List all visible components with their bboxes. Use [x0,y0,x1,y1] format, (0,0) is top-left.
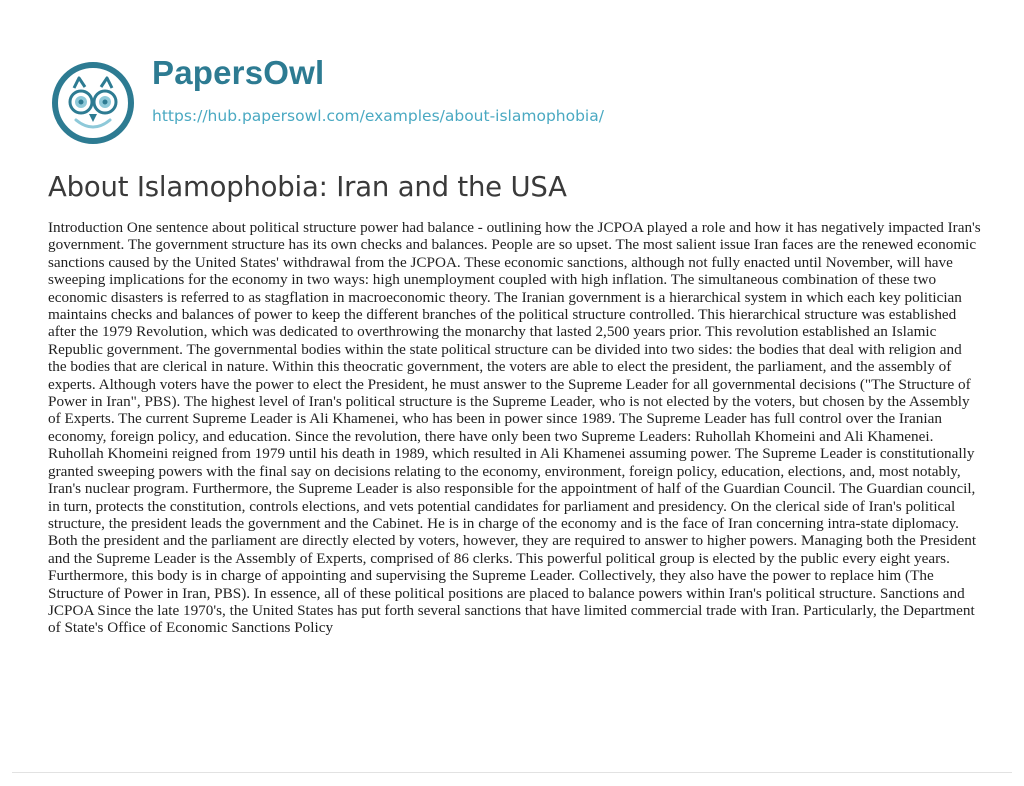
source-url-link[interactable]: https://hub.papersowl.com/examples/about-islamophobia/ [152,107,604,125]
owl-logo-icon [48,58,138,148]
brand-name[interactable]: PapersOwl [152,54,325,91]
footer-divider [12,772,1012,773]
document-title: About Islamophobia: Iran and the USA [48,171,567,203]
document-body: Introduction One sentence about political structure power had balance - outlining how the JCPOA played a role and how it has negatively impacted Iran's government. The government structure has its own checks and balances. People are so upset. The most salient issue Iran faces are the renewed economic sanctions caused by the United States' withdrawal from the JCPOA. These economic sanctions, although not fully enacted until November, will have sweeping implications for the economy in two ways: high unemployment coupled with high inflation. The simultaneous combination of these two economic disasters is referred to as stagflation in macroeconomic theory. The Iranian government is a hierarchical system in which each key politician maintains checks and balances of power to keep the different branches of the political structure controlled. This hierarchical structure was established after the 1979 Revolution, which was dedicated to overthrowing the monarchy that lasted 2,500 years prior. This revolution established an Islamic Republic government. The governmental bodies within the state political structure can be divided into two sides: the bodies that deal with religion and the bodies that are clerical in nature. Within this theocratic government, the voters are able to elect the president, the parliament, and the assembly of experts. Although voters have the power to elect the President, he must answer to the Supreme Leader for all governmental decisions ("The Structure of Power in Iran", PBS). The highest level of Iran's political structure is the Supreme Leader, who is not elected by the voters, but chosen by the Assembly of Experts. The current Supreme Leader is Ali Khamenei, who has been in power since 1989. The Supreme Leader has full control over the Iranian economy, foreign policy, and education. Since the revolution, there have only been two Supreme Leaders: Ruhollah Khomeini and Ali Khamenei. Ruhollah Khomeini reigned from 1979 until his death in 1989, which resulted in Ali Khamenei assuming power. The Supreme Leader is constitutionally granted sweeping powers with the final say on decisions relating to the economy, environment, foreign policy, education, elections, and, most notably, Iran's nuclear program. Furthermore, the Supreme Leader is also responsible for the appointment of half of the Guardian Council. The Guardian council, in turn, protects the constitution, controls elections, and vets potential candidates for parliament and presidency. On the clerical side of Iran's political structure, the president leads the government and the Cabinet. He is in charge of the economy and is the face of Iran concerning intra-state diplomacy. Both the president and the parliament are directly elected by voters, however, they are required to answer to higher powers. Managing both the President and the Supreme Leader is the Assembly of Experts, comprised of 86 clerks. This powerful political group is elected by the public every eight years. Furthermore, this body is in charge of appointing and supervising the Supreme Leader. Collectively, they also have the power to replace him (The Structure of Power in Iran, PBS). In essence, all of these political positions are placed to balance powers within Iran's political structure. Sanctions and JCPOA Since the late 1970's, the United States has put forth several sanctions that have limited commercial trade with Iran. Particularly, the Department of State's Office of Economic Sanctions Policy [48,219,981,637]
